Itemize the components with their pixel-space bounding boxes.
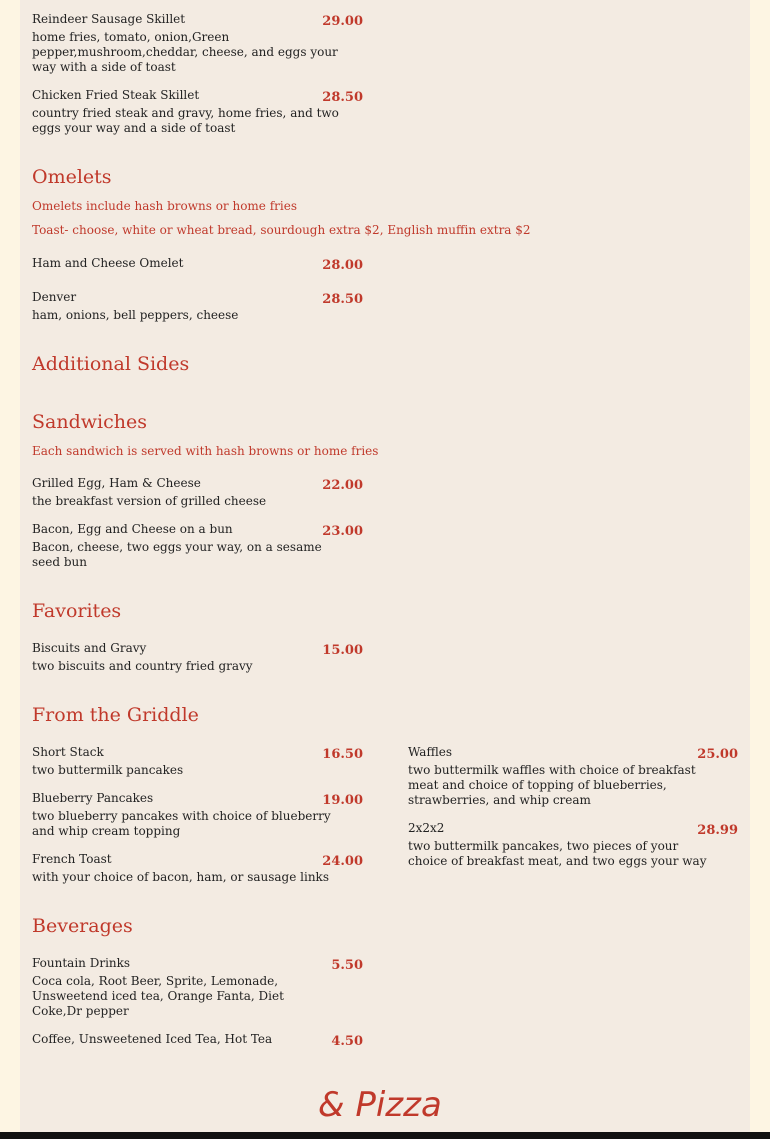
item-price: 28.00 — [322, 258, 363, 273]
item-name: Waffles — [408, 745, 453, 759]
item-desc: two buttermilk pancakes — [32, 763, 184, 777]
item-desc: two blueberry pancakes with choice of blueberry and whip cream topping — [32, 809, 331, 838]
section-note: Toast- choose, white or wheat bread, sourdough extra $2, English muffin extra $2 — [32, 223, 531, 237]
item-price: 15.00 — [322, 643, 363, 658]
item-price: 24.00 — [322, 854, 363, 869]
section-title-omelets: Omelets — [32, 166, 112, 188]
section-title-beverages: Beverages — [32, 915, 133, 937]
section-title-sandwiches: Sandwiches — [32, 411, 147, 433]
item-price: 23.00 — [322, 524, 363, 539]
item-name: French Toast — [32, 852, 112, 866]
item-name: Fountain Drinks — [32, 956, 131, 970]
item-desc: two biscuits and country fried gravy — [32, 659, 253, 673]
item-price: 28.50 — [322, 292, 363, 307]
item-desc: Bacon, cheese, two eggs your way, on a sesame seed bun — [32, 540, 322, 569]
section-note: Each sandwich is served with hash browns or home fries — [32, 444, 379, 458]
item-name: Chicken Fried Steak Skillet — [32, 88, 200, 102]
section-title-additional-sides: Additional Sides — [32, 353, 190, 375]
item-desc: the breakfast version of grilled cheese — [32, 494, 267, 508]
item-name: Short Stack — [32, 745, 104, 759]
item-price: 5.50 — [331, 958, 363, 973]
item-name: Denver — [32, 290, 77, 304]
item-desc: two buttermilk pancakes, two pieces of your choice of breakfast meat, and two eggs your way — [408, 839, 707, 868]
item-desc: country fried steak and gravy, home fries, and two eggs your way and a side of toast — [32, 106, 339, 135]
item-desc: home fries, tomato, onion,Green pepper,mushroom,cheddar, cheese, and eggs your way with a side of toast — [32, 30, 338, 74]
item-name: 2x2x2 — [408, 821, 445, 835]
item-name: Ham and Cheese Omelet — [32, 256, 184, 270]
section-title-griddle: From the Griddle — [32, 704, 199, 726]
item-price: 19.00 — [322, 793, 363, 808]
item-price: 28.99 — [697, 823, 738, 838]
item-name: Reindeer Sausage Skillet — [32, 12, 186, 26]
item-price: 22.00 — [322, 478, 363, 493]
item-price: 29.00 — [322, 14, 363, 29]
section-title-favorites: Favorites — [32, 600, 122, 622]
section-note: Omelets include hash browns or home fries — [32, 199, 298, 213]
item-desc: Coca cola, Root Beer, Sprite, Lemonade, Unsweetend iced tea, Orange Fanta, Diet Coke,Dr pepper — [32, 974, 284, 1018]
item-price: 28.50 — [322, 90, 363, 105]
pizza-heading: & Pizza — [318, 1085, 442, 1125]
item-price: 25.00 — [697, 747, 738, 762]
item-price: 16.50 — [322, 747, 363, 762]
item-price: 4.50 — [331, 1034, 363, 1049]
item-name: Blueberry Pancakes — [32, 791, 154, 805]
item-desc: ham, onions, bell peppers, cheese — [32, 308, 239, 322]
item-desc: with your choice of bacon, ham, or sausage links — [32, 870, 329, 884]
item-desc: two buttermilk waffles with choice of breakfast meat and choice of topping of blueberries, strawberries, and whip cream — [408, 763, 696, 807]
item-name: Biscuits and Gravy — [32, 641, 147, 655]
item-name: Bacon, Egg and Cheese on a bun — [32, 522, 233, 536]
item-name: Grilled Egg, Ham & Cheese — [32, 476, 201, 490]
bottom-bar — [0, 1132, 770, 1139]
item-name: Coffee, Unsweetened Iced Tea, Hot Tea — [32, 1032, 273, 1046]
